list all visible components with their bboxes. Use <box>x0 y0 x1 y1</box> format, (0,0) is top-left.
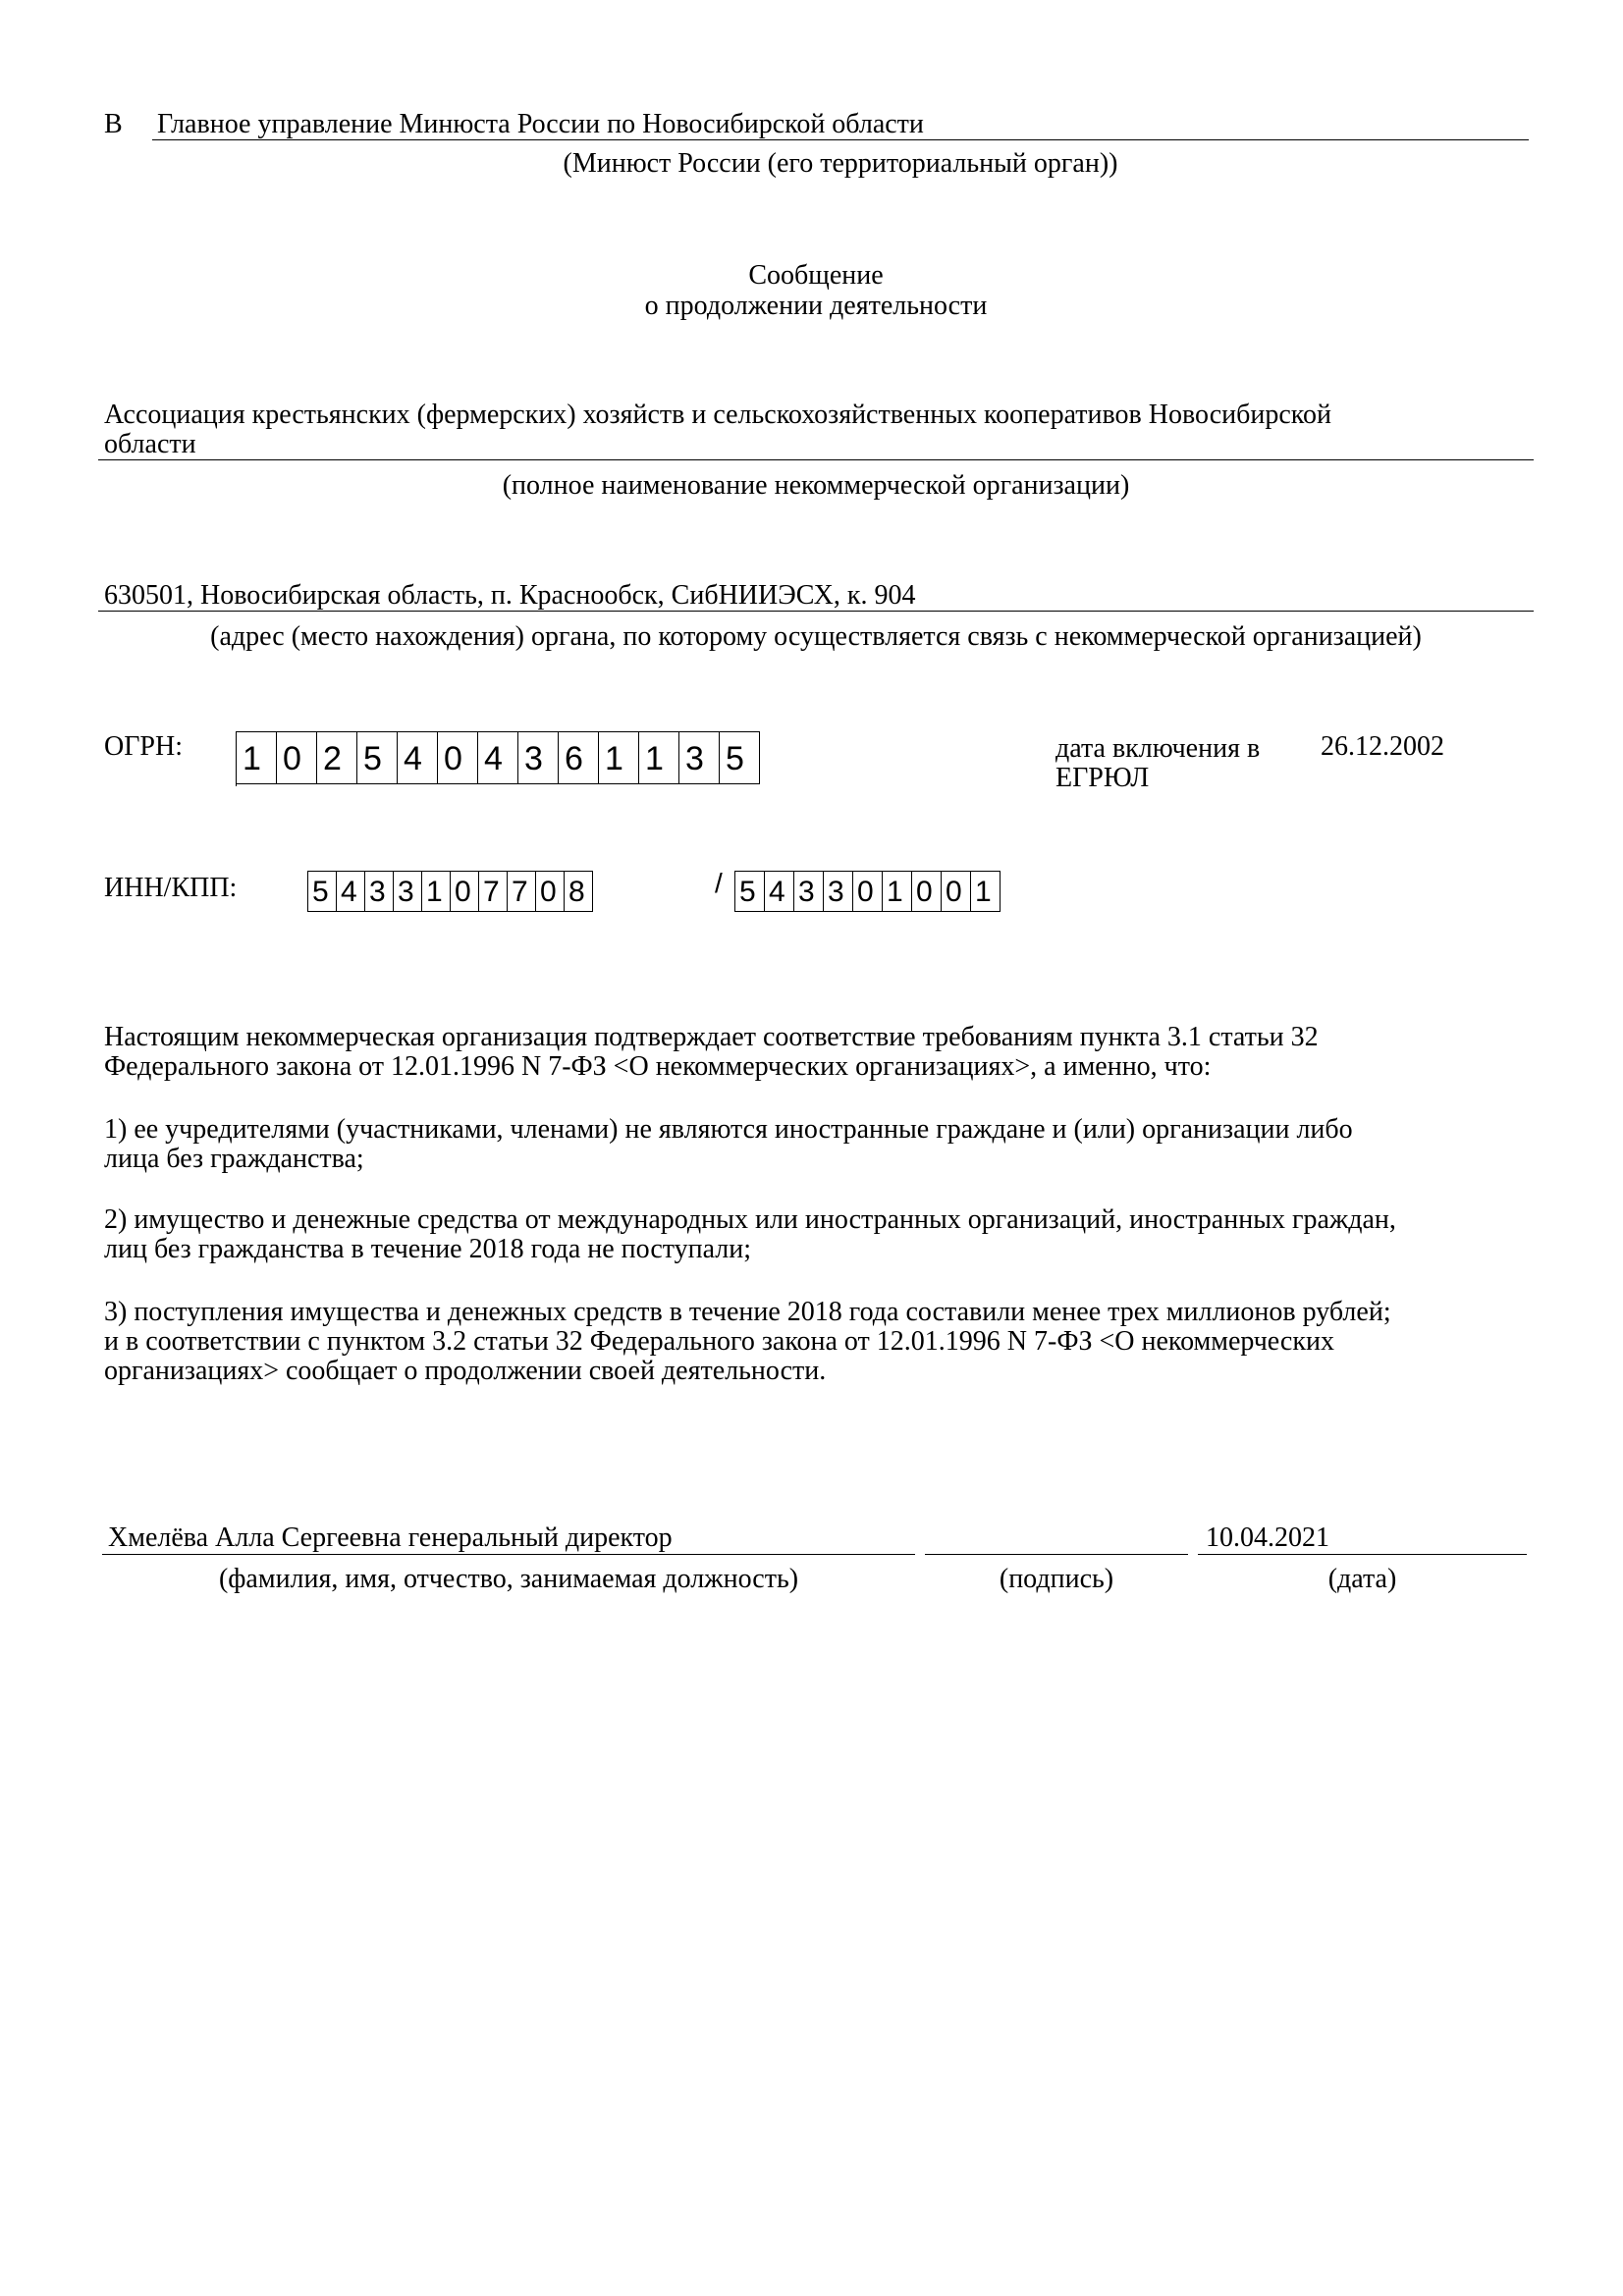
ogrn-digit: 4 <box>478 731 518 784</box>
kpp-digit: 1 <box>971 871 1001 912</box>
kpp-digit: 3 <box>824 871 853 912</box>
signatory-underline <box>102 1554 915 1555</box>
date-underline <box>1198 1554 1527 1555</box>
organization-name-line2: области <box>104 429 196 459</box>
organization-name-line1: Ассоциация крестьянских (фермерских) хозяйств и сельскохозяйственных кооперативов Новосибирской <box>104 400 1331 430</box>
kpp-digit: 0 <box>912 871 942 912</box>
addressee-value: Главное управление Минюста России по Новосибирской области <box>157 109 924 139</box>
intro-paragraph <box>104 1023 1528 1082</box>
signature-caption: (подпись) <box>999 1564 1114 1594</box>
signature-underline <box>925 1554 1188 1555</box>
ogrn-digit: 2 <box>317 731 357 784</box>
organization-address: 630501, Новосибирская область, п. Краснообск, СибНИИЭСХ, к. 904 <box>104 580 916 611</box>
item-1-line: 1) ее учредителями (участниками, членами) не являются иностранные граждане и (или) организации либо <box>104 1114 1353 1145</box>
inn-digit: 1 <box>422 871 451 912</box>
ogrn-digit: 4 <box>398 731 438 784</box>
ogrn-digit: 0 <box>277 731 317 784</box>
item-1-line: лица без гражданства; <box>104 1144 364 1174</box>
inn-digit: 0 <box>536 871 565 912</box>
egrul-date-value: 26.12.2002 <box>1321 731 1444 762</box>
ogrn-digit: 1 <box>237 731 277 784</box>
item-2-paragraph <box>104 1205 1528 1264</box>
item-3-line: и в соответствии с пунктом 3.2 статьи 32 Федерального закона от 12.01.1996 N 7-ФЗ <О некоммерческих <box>104 1326 1334 1357</box>
egrul-date-label-line2: ЕГРЮЛ <box>1055 763 1150 793</box>
item-3-line: организациях> сообщает о продолжении своей деятельности. <box>104 1356 827 1386</box>
item-3-paragraph <box>104 1298 1528 1386</box>
inn-cells <box>307 871 593 912</box>
item-2-line: 2) имущество и денежные средства от международных или иностранных организаций, иностранных граждан, <box>104 1204 1396 1235</box>
intro-line: Настоящим некоммерческая организация подтверждает соответствие требованиям пункта 3.1 статьи 32 <box>104 1022 1319 1052</box>
kpp-cells <box>734 871 1001 912</box>
ogrn-cells <box>236 731 760 786</box>
inn-digit: 8 <box>565 871 593 912</box>
inn-digit: 7 <box>508 871 536 912</box>
organization-name-caption: (полное наименование некоммерческой организации) <box>502 470 1130 501</box>
item-1-paragraph <box>104 1115 1528 1174</box>
organization-address-underline <box>98 611 1534 612</box>
egrul-date-label-line1: дата включения в <box>1055 733 1261 764</box>
intro-line: Федерального закона от 12.01.1996 N 7-ФЗ <О некоммерческих организациях>, а именно, что: <box>104 1051 1212 1082</box>
ogrn-digit: 3 <box>679 731 720 784</box>
addressee-prefix: В <box>104 109 123 139</box>
ogrn-label: ОГРН: <box>104 731 183 762</box>
item-2-line: лиц без гражданства в течение 2018 года не поступали; <box>104 1234 752 1264</box>
ogrn-digit: 5 <box>720 731 760 784</box>
inn-digit: 3 <box>394 871 422 912</box>
inn-digit: 5 <box>308 871 337 912</box>
inn-digit: 7 <box>479 871 508 912</box>
kpp-digit: 3 <box>794 871 824 912</box>
inn-digit: 3 <box>365 871 394 912</box>
inn-kpp-label: ИНН/КПП: <box>104 873 238 903</box>
inn-digit: 4 <box>337 871 365 912</box>
document-title: Сообщение <box>748 260 884 291</box>
ogrn-digit: 6 <box>559 731 599 784</box>
date-caption: (дата) <box>1327 1564 1397 1594</box>
item-3-line: 3) поступления имущества и денежных средств в течение 2018 года составили менее трех миллионов рублей; <box>104 1297 1391 1327</box>
signatory-caption: (фамилия, имя, отчество, занимаемая должность) <box>218 1564 799 1594</box>
kpp-digit: 4 <box>765 871 794 912</box>
organization-address-caption: (адрес (место нахождения) органа, по которому осуществляется связь с некоммерческой организацией) <box>210 621 1422 652</box>
inn-digit: 0 <box>451 871 479 912</box>
ogrn-digit: 0 <box>438 731 478 784</box>
kpp-digit: 5 <box>735 871 765 912</box>
ogrn-digit: 1 <box>599 731 639 784</box>
ogrn-digit: 5 <box>357 731 398 784</box>
inn-kpp-separator: / <box>715 868 723 898</box>
ogrn-digit: 3 <box>518 731 559 784</box>
organization-name-underline <box>98 459 1534 460</box>
kpp-digit: 1 <box>883 871 912 912</box>
addressee-caption: (Минюст России (его территориальный орган)) <box>563 148 1118 179</box>
kpp-digit: 0 <box>942 871 971 912</box>
kpp-digit: 0 <box>853 871 883 912</box>
addressee-underline <box>152 139 1529 140</box>
ogrn-digit: 1 <box>639 731 679 784</box>
document-subtitle: о продолжении деятельности <box>644 291 988 321</box>
date-value: 10.04.2021 <box>1206 1522 1329 1553</box>
signatory-name-position: Хмелёва Алла Сергеевна генеральный директор <box>108 1522 673 1553</box>
